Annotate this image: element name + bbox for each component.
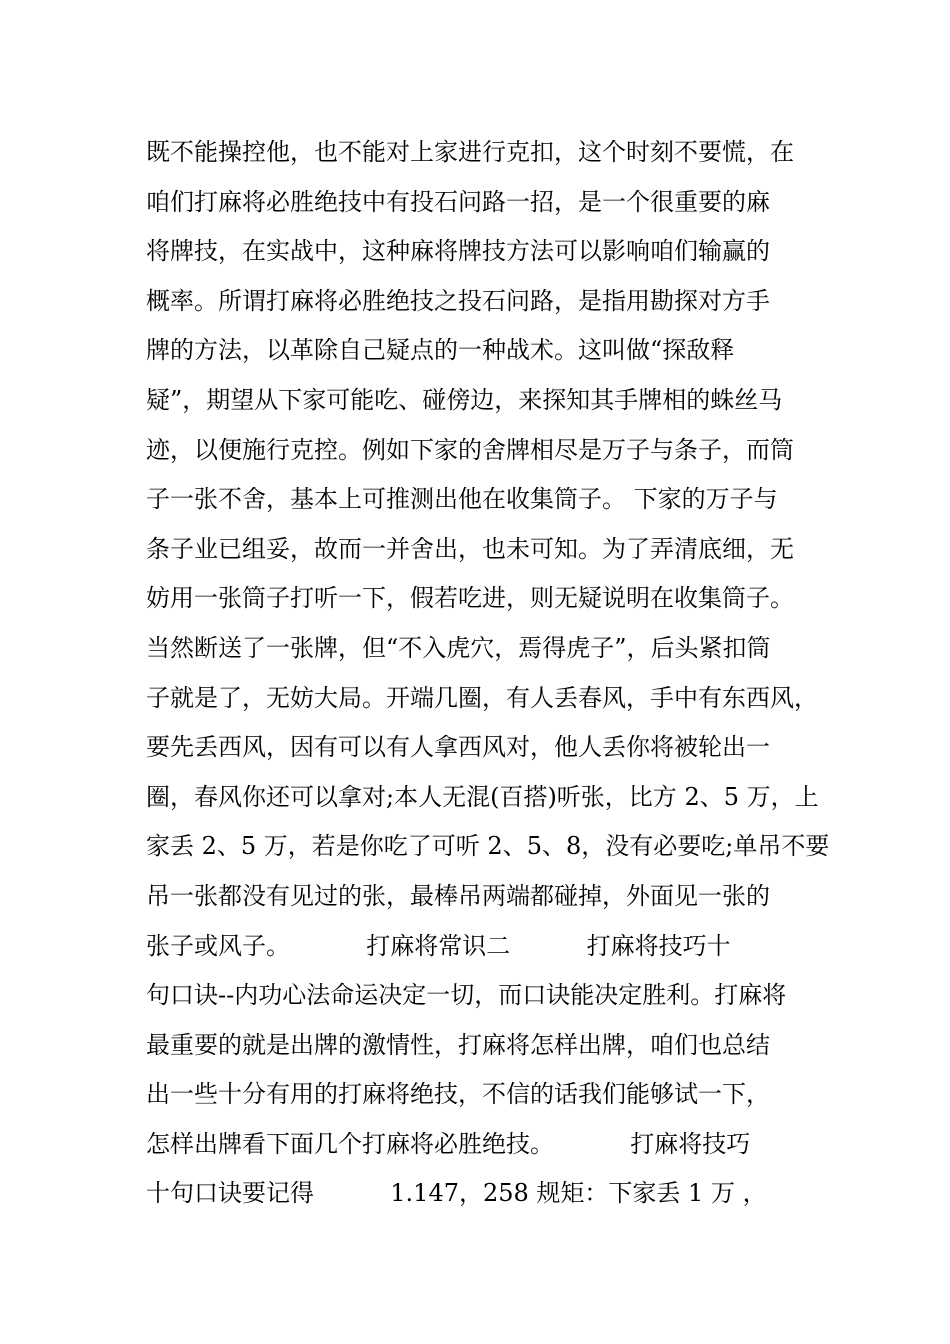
text-line: 妨用一张筒子打听一下，假若吃进，则无疑说明在收集筒子。 xyxy=(146,584,794,613)
text-line: 子一张不舍，基本上可推测出他在收集筒子。 下家的万子与 xyxy=(146,485,778,514)
text-line: 句口诀--内功心法命运决定一切，而口诀能决定胜利。打麻将 xyxy=(146,981,787,1010)
text-line: 概率。所谓打麻将必胜绝技之投石问路，是指用勘探对方手 xyxy=(146,286,770,315)
text-line: 既不能操控他，也不能对上家进行克扣，这个时刻不要慌，在 xyxy=(146,138,794,166)
text-line: 当然断送了一张牌，但“不入虎穴，焉得虎子”，后头紧扣筒 xyxy=(146,633,771,662)
text-line: 将牌技，在实战中，这种麻将牌技方法可以影响咱们输赢的 xyxy=(146,237,770,266)
text-line: 出一些十分有用的打麻将绝技，不信的话我们能够试一下， xyxy=(146,1080,770,1109)
text-line: 咱们打麻将必胜绝技中有投石问路一招，是一个很重要的麻 xyxy=(146,187,770,216)
body-text xyxy=(146,128,830,1219)
text-line: 迹，以便施行克控。例如下家的舍牌相尽是万子与条子，而筒 xyxy=(146,435,794,464)
text-line: 牌的方法，以革除自己疑点的一种战术。这叫做“探敌释 xyxy=(146,336,735,365)
text-line: 怎样出牌看下面几个打麻将必胜绝技。 打麻将技巧 xyxy=(146,1129,751,1158)
text-line: 十句口诀要记得 1.147，258 规矩：下家丢 1 万 ， xyxy=(146,1179,767,1208)
text-line: 子就是了，无妨大局。开端几圈，有人丢春风，手中有东西风， xyxy=(146,683,818,712)
text-line: 最重要的就是出牌的激情性，打麻将怎样出牌，咱们也总结 xyxy=(146,1030,770,1059)
text-line: 条子业已组妥，故而一并舍出，也未可知。为了弄清底细，无 xyxy=(146,534,794,563)
text-line: 要先丢西风，因有可以有人拿西风对，他人丢你将被轮出一 xyxy=(146,733,770,762)
text-line: 疑”，期望从下家可能吃、碰傍边，来探知其手牌相的蛛丝马 xyxy=(146,385,783,414)
text-line: 张子或风子。 打麻将常识二 打麻将技巧十 xyxy=(146,931,731,960)
text-line: 圈，春风你还可以拿对;本人无混(百搭)听张，比方 2、5 万，上 xyxy=(146,782,819,811)
text-line: 吊一张都没有见过的张，最棒吊两端都碰掉，外面见一张的 xyxy=(146,881,770,910)
text-line: 家丢 2、5 万，若是你吃了可听 2、5、8，没有必要吃;单吊不要 xyxy=(146,832,830,861)
